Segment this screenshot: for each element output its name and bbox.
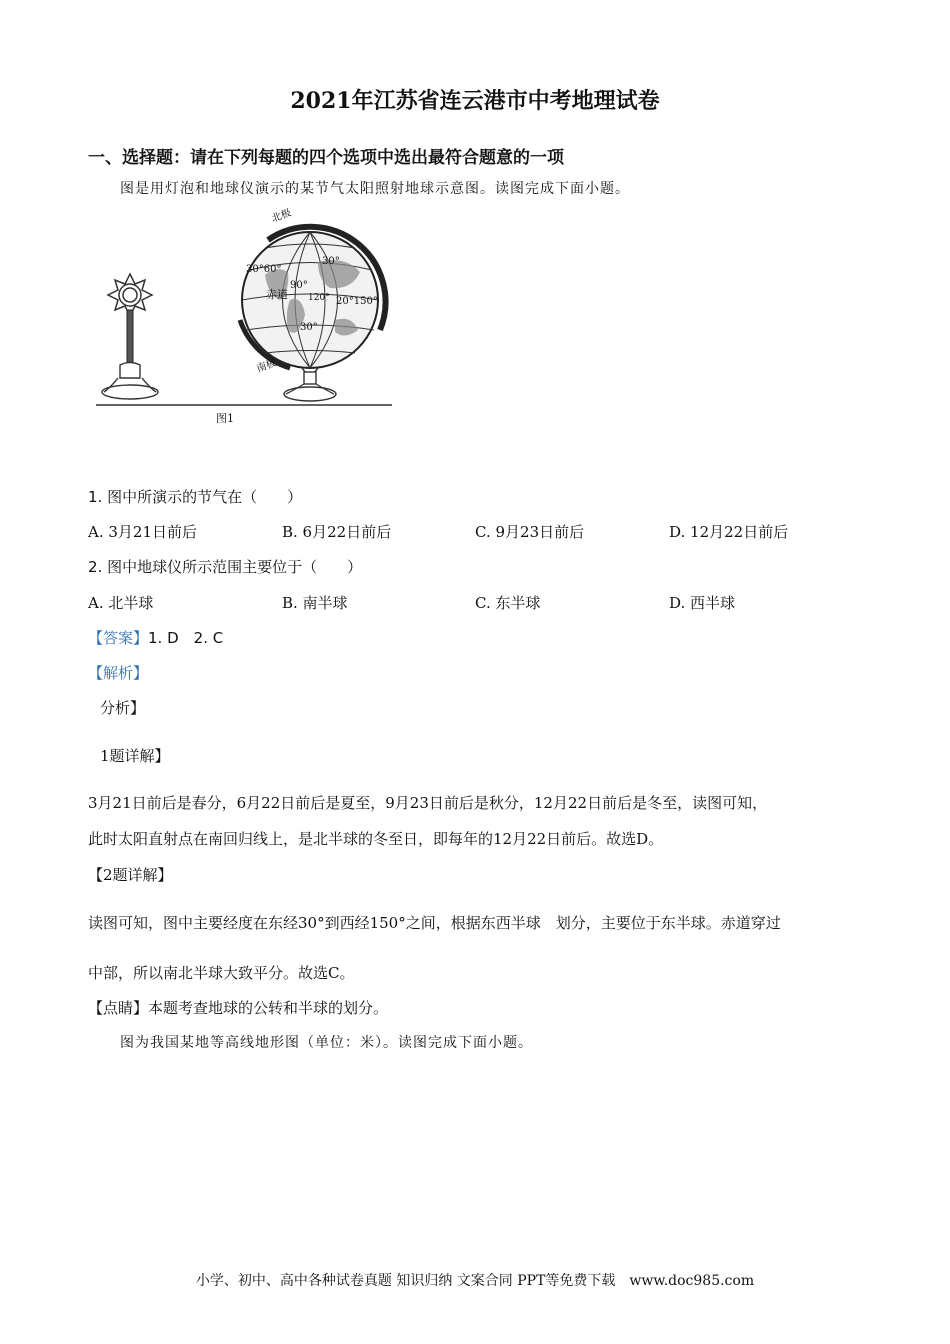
analysis-tag: 【解析】 [88, 664, 149, 682]
analysis-label: 分析】 [100, 699, 146, 717]
lon-left-label: 30°60° [246, 264, 282, 275]
lat-north-label: 30° [322, 256, 340, 267]
question-2-option-d[interactable]: D. 西半球 [669, 594, 736, 612]
question-2-option-a[interactable]: A. 北半球 [88, 594, 154, 612]
lat-south-label: 30° [300, 322, 318, 333]
answer-tag: 【答案】 [88, 629, 149, 647]
south-pole-label: 南极 [255, 357, 278, 375]
section-heading: 一、选择题：请在下列每题的四个选项中选出最符合题意的一项 [88, 148, 564, 168]
question-2-stem: 2. 图中地球仪所示范围主要位于（ ） [88, 558, 363, 576]
lon-right-label: 20°150° [336, 296, 378, 307]
detail-2-label: 【2题详解】 [88, 866, 173, 884]
page-title: 2021年江苏省连云港市中考地理试卷 [290, 88, 660, 114]
detail-1-label: 1题详解】 [100, 747, 170, 765]
question-intro-2: 图为我国某地等高线地形图（单位：米）。读图完成下面小题。 [120, 1035, 533, 1051]
north-pole-label: 北极 [270, 207, 293, 225]
sun-lamp-icon [102, 274, 158, 399]
comment-line: 【点睛】本题考查地球的公转和半球的划分。 [88, 999, 389, 1017]
question-2-option-b[interactable]: B. 南半球 [282, 594, 348, 612]
answer-text: 1. D 2. C [148, 629, 224, 647]
question-intro: 图是用灯泡和地球仪演示的某节气太阳照射地球示意图。读图完成下面小题。 [120, 181, 630, 197]
detail-2-line-2: 中部，所以南北半球大致平分。故选C。 [88, 964, 355, 982]
detail-2-line-1: 读图可知，图中主要经度在东经30°到西经150°之间，根据东西半球 划分，主要位于东半球。赤道穿过 [88, 914, 781, 932]
page-footer: 小学、初中、高中各种试卷真题 知识归纳 文案合同 PPT等免费下载 www.doc985.com [195, 1273, 755, 1289]
question-1-option-c[interactable]: C. 9月23日前后 [475, 523, 585, 541]
question-1-option-b[interactable]: B. 6月22日前后 [282, 523, 392, 541]
question-1-stem: 1. 图中所演示的节气在（ ） [88, 488, 303, 506]
question-1-option-d[interactable]: D. 12月22日前后 [669, 523, 789, 541]
question-1-option-a[interactable]: A. 3月21日前后 [88, 523, 197, 541]
answer-line [88, 627, 223, 648]
detail-1-line-2: 此时太阳直射点在南回归线上，是北半球的冬至日，即每年的12月22日前后。故选D。 [88, 830, 664, 848]
lon-mid-label: 90° [290, 280, 308, 291]
detail-1-line-1: 3月21日前后是春分，6月22日前后是夏至，9月23日前后是秋分，12月22日前后是冬至，读图可知， [88, 794, 768, 812]
figure-caption: 图1 [216, 412, 234, 425]
equator-label: 赤道 [266, 288, 288, 301]
globe-icon [240, 227, 386, 401]
question-2-option-c[interactable]: C. 东半球 [475, 594, 541, 612]
lon-mid2-label: 120° [308, 293, 330, 303]
lamp-globe-figure [90, 200, 400, 425]
